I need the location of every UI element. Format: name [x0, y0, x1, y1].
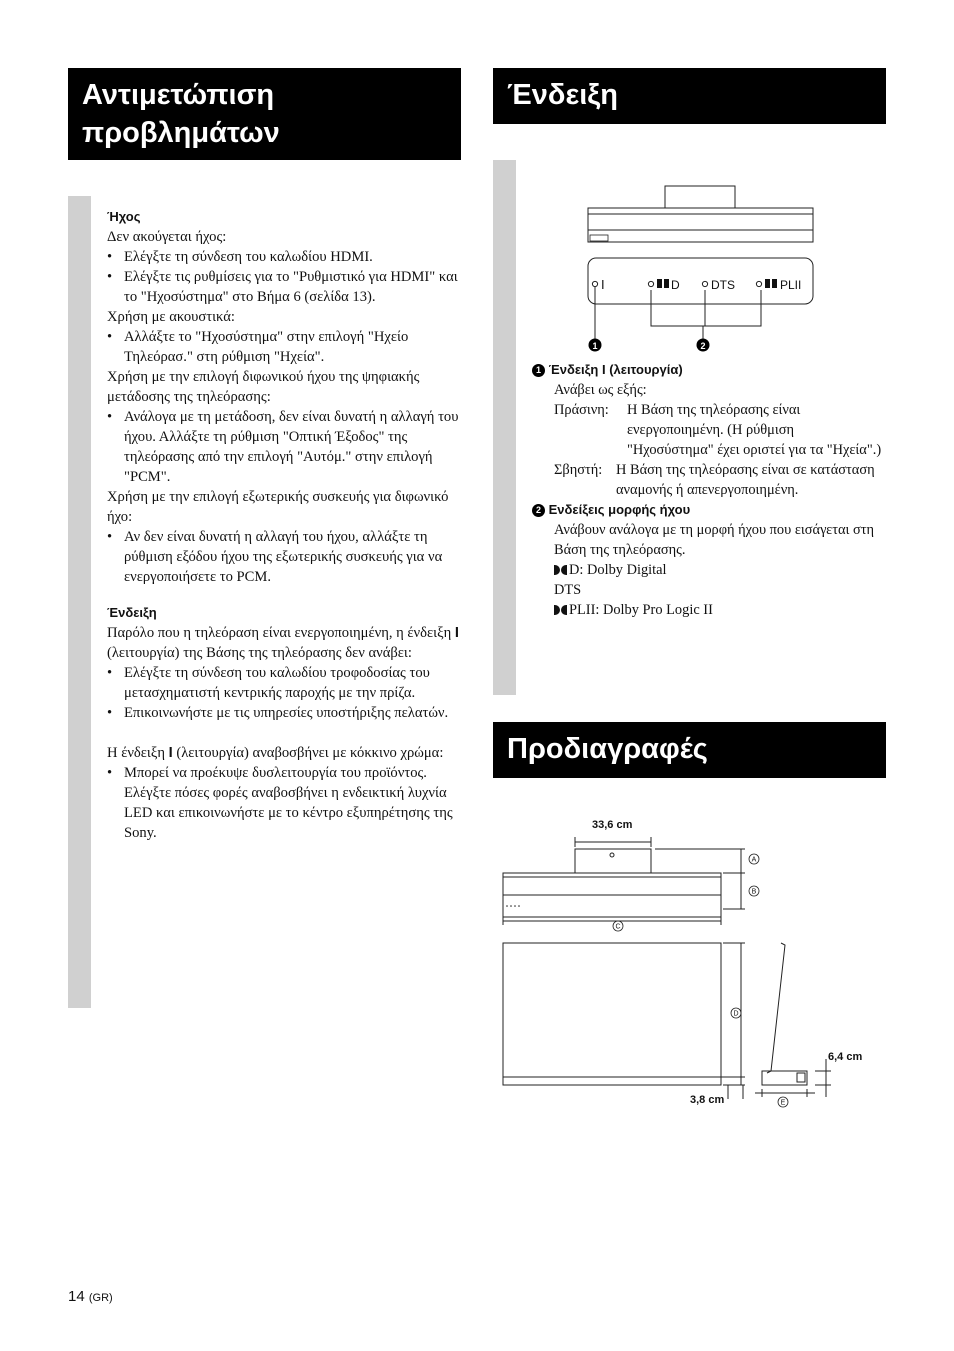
dolby-logo-icon	[765, 279, 777, 288]
item1-title: 1 Ένδειξη I (λειτουργία)	[532, 360, 882, 380]
letter-a: A	[751, 856, 757, 864]
sound-intro-2: Χρήση με ακουστικά:	[107, 309, 235, 325]
letter-e: E	[780, 1099, 786, 1107]
list-item: • Αν δεν είναι δυνατή η αλλαγή του ήχου, αλλάξτε τη ρύθμιση εξόδου ήχου της εξωτερικής συσκευής για να ενεργοποιήσετε το PCM.	[107, 527, 461, 587]
format-dolby-digital: D: Dolby Digital	[554, 560, 882, 580]
indicator-para-1: Παρόλο που η τηλεόραση είναι ενεργοποιημένη, η ένδειξη I (λειτουργία) της Βάσης της τηλεόρασης δεν ανάβει:	[107, 625, 459, 661]
indicator-bullets-2	[107, 763, 461, 843]
page-number: 14 (GR)	[68, 1288, 113, 1305]
sound-bullets-4	[107, 527, 461, 587]
indicator-descriptions	[532, 360, 882, 620]
callout-1: 1	[592, 341, 598, 351]
format-dts: DTS	[554, 582, 582, 598]
power-glyph: I	[168, 745, 173, 761]
item2-title: 2 Ενδείξεις μορφής ήχου	[532, 500, 882, 520]
callout-2: 2	[700, 341, 706, 351]
item1-green-row: Πράσινη: Η Βάση της τηλεόρασης είναι ενεργοποιημένη. (Η ρύθμιση "Ηχοσύστημα" έχει οριστεί για τα "Ηχεία".)	[554, 402, 882, 458]
format-plii: PLII: Dolby Pro Logic II	[554, 600, 882, 620]
indicator-para-2: Η ένδειξη I (λειτουργία) αναβοσβήνει με κόκκινο χρώμα:	[107, 745, 444, 761]
letter-d: D	[733, 1010, 739, 1018]
heading-line-1: Αντιμετώπιση	[82, 79, 275, 111]
diagram-power-label: I	[601, 277, 605, 292]
dim-top-label: 33,6 cm	[592, 819, 633, 831]
dolby-logo-icon	[554, 565, 567, 575]
item1-off-row: Σβηστή: Η Βάση της τηλεόρασης είναι σε κατάσταση αναμονής ή απενεργοποιημένη.	[554, 462, 875, 498]
list-item: • Μπορεί να προέκυψε δυσλειτουργία του προϊόντος. Ελέγξτε πόσες φορές αναβοσβήνει η ενδεικτική λυχνία LED και επικοινωνήστε με το κέντρο εξυπηρέτησης της Sony.	[107, 763, 461, 843]
power-glyph: I	[454, 625, 459, 641]
indicator-bullets-1	[107, 663, 461, 723]
sound-bullets-3	[107, 407, 461, 487]
list-item: • Ελέγξτε τη σύνδεση του καλωδίου τροφοδοσίας του μετασχηματιστή κεντρικής παροχής με την πρίζα.	[107, 663, 461, 703]
specifications-heading: Προδιαγραφές	[493, 722, 886, 778]
dolby-logo-icon	[657, 279, 669, 288]
item1-number: 1	[532, 364, 545, 377]
sound-subheading: Ήχος	[107, 209, 141, 224]
troubleshooting-heading	[68, 68, 461, 160]
item2-line1: Ανάβουν ανάλογα με τη μορφή ήχου που εισάγεται στη Βάση της τηλεόρασης.	[554, 522, 875, 558]
letter-b: B	[751, 888, 757, 896]
indicator-heading: Ένδειξη	[493, 68, 886, 124]
diagram-dts-label: DTS	[711, 278, 735, 292]
list-item: • Επικοινωνήστε με τις υπηρεσίες υποστήριξης πελατών.	[107, 703, 461, 723]
item2-number: 2	[532, 504, 545, 517]
indicator-diagram	[575, 180, 825, 358]
sound-intro-1: Δεν ακούγεται ήχος:	[107, 229, 227, 245]
troubleshooting-body	[107, 207, 461, 843]
heading-line-2: προβλημάτων	[82, 117, 280, 149]
sound-intro-3: Χρήση με την επιλογή διφωνικού ήχου της ψηφιακής μετάδοσης της τηλεόρασης:	[107, 369, 420, 405]
sound-intro-4: Χρήση με την επιλογή εξωτερικής συσκευής για διφωνικό ήχο:	[107, 489, 449, 525]
list-item: • Ελέγξτε τη σύνδεση του καλωδίου HDMI.	[107, 247, 461, 267]
sound-bullets-1	[107, 247, 461, 307]
list-item: • Ανάλογα με τη μετάδοση, δεν είναι δυνατή η αλλαγή του ήχου. Αλλάξτε τη ρύθμιση "Οπτική Έξοδος" της τηλεόρασης από την επιλογή "Αυτόμ." στην επιλογή "PCM".	[107, 407, 461, 487]
list-item: • Ελέγξτε τις ρυθμίσεις για το "Ρυθμιστικό για HDMI" και το "Ηχοσύστημα" στο Βήμα 6 (σελίδα 13).	[107, 267, 461, 307]
letter-c: C	[615, 923, 621, 931]
sound-bullets-2	[107, 327, 461, 367]
diagram-d-label: D	[671, 278, 680, 292]
indicator-subheading: Ένδειξη	[107, 605, 157, 620]
dimensions-diagram	[495, 815, 880, 1115]
dim-depth-label: 3,8 cm	[690, 1094, 725, 1106]
left-gray-strip	[68, 196, 91, 1008]
item1-line1: Ανάβει ως εξής:	[554, 382, 647, 398]
dim-height-label: 6,4 cm	[828, 1051, 863, 1063]
list-item: • Αλλάξτε το "Ηχοσύστημα" στην επιλογή "Ηχείο Τηλεόρασ." στη ρύθμιση "Ηχεία".	[107, 327, 461, 367]
right-gray-strip	[493, 160, 516, 695]
diagram-plii-label: PLII	[780, 278, 802, 292]
dolby-logo-icon	[554, 605, 567, 615]
